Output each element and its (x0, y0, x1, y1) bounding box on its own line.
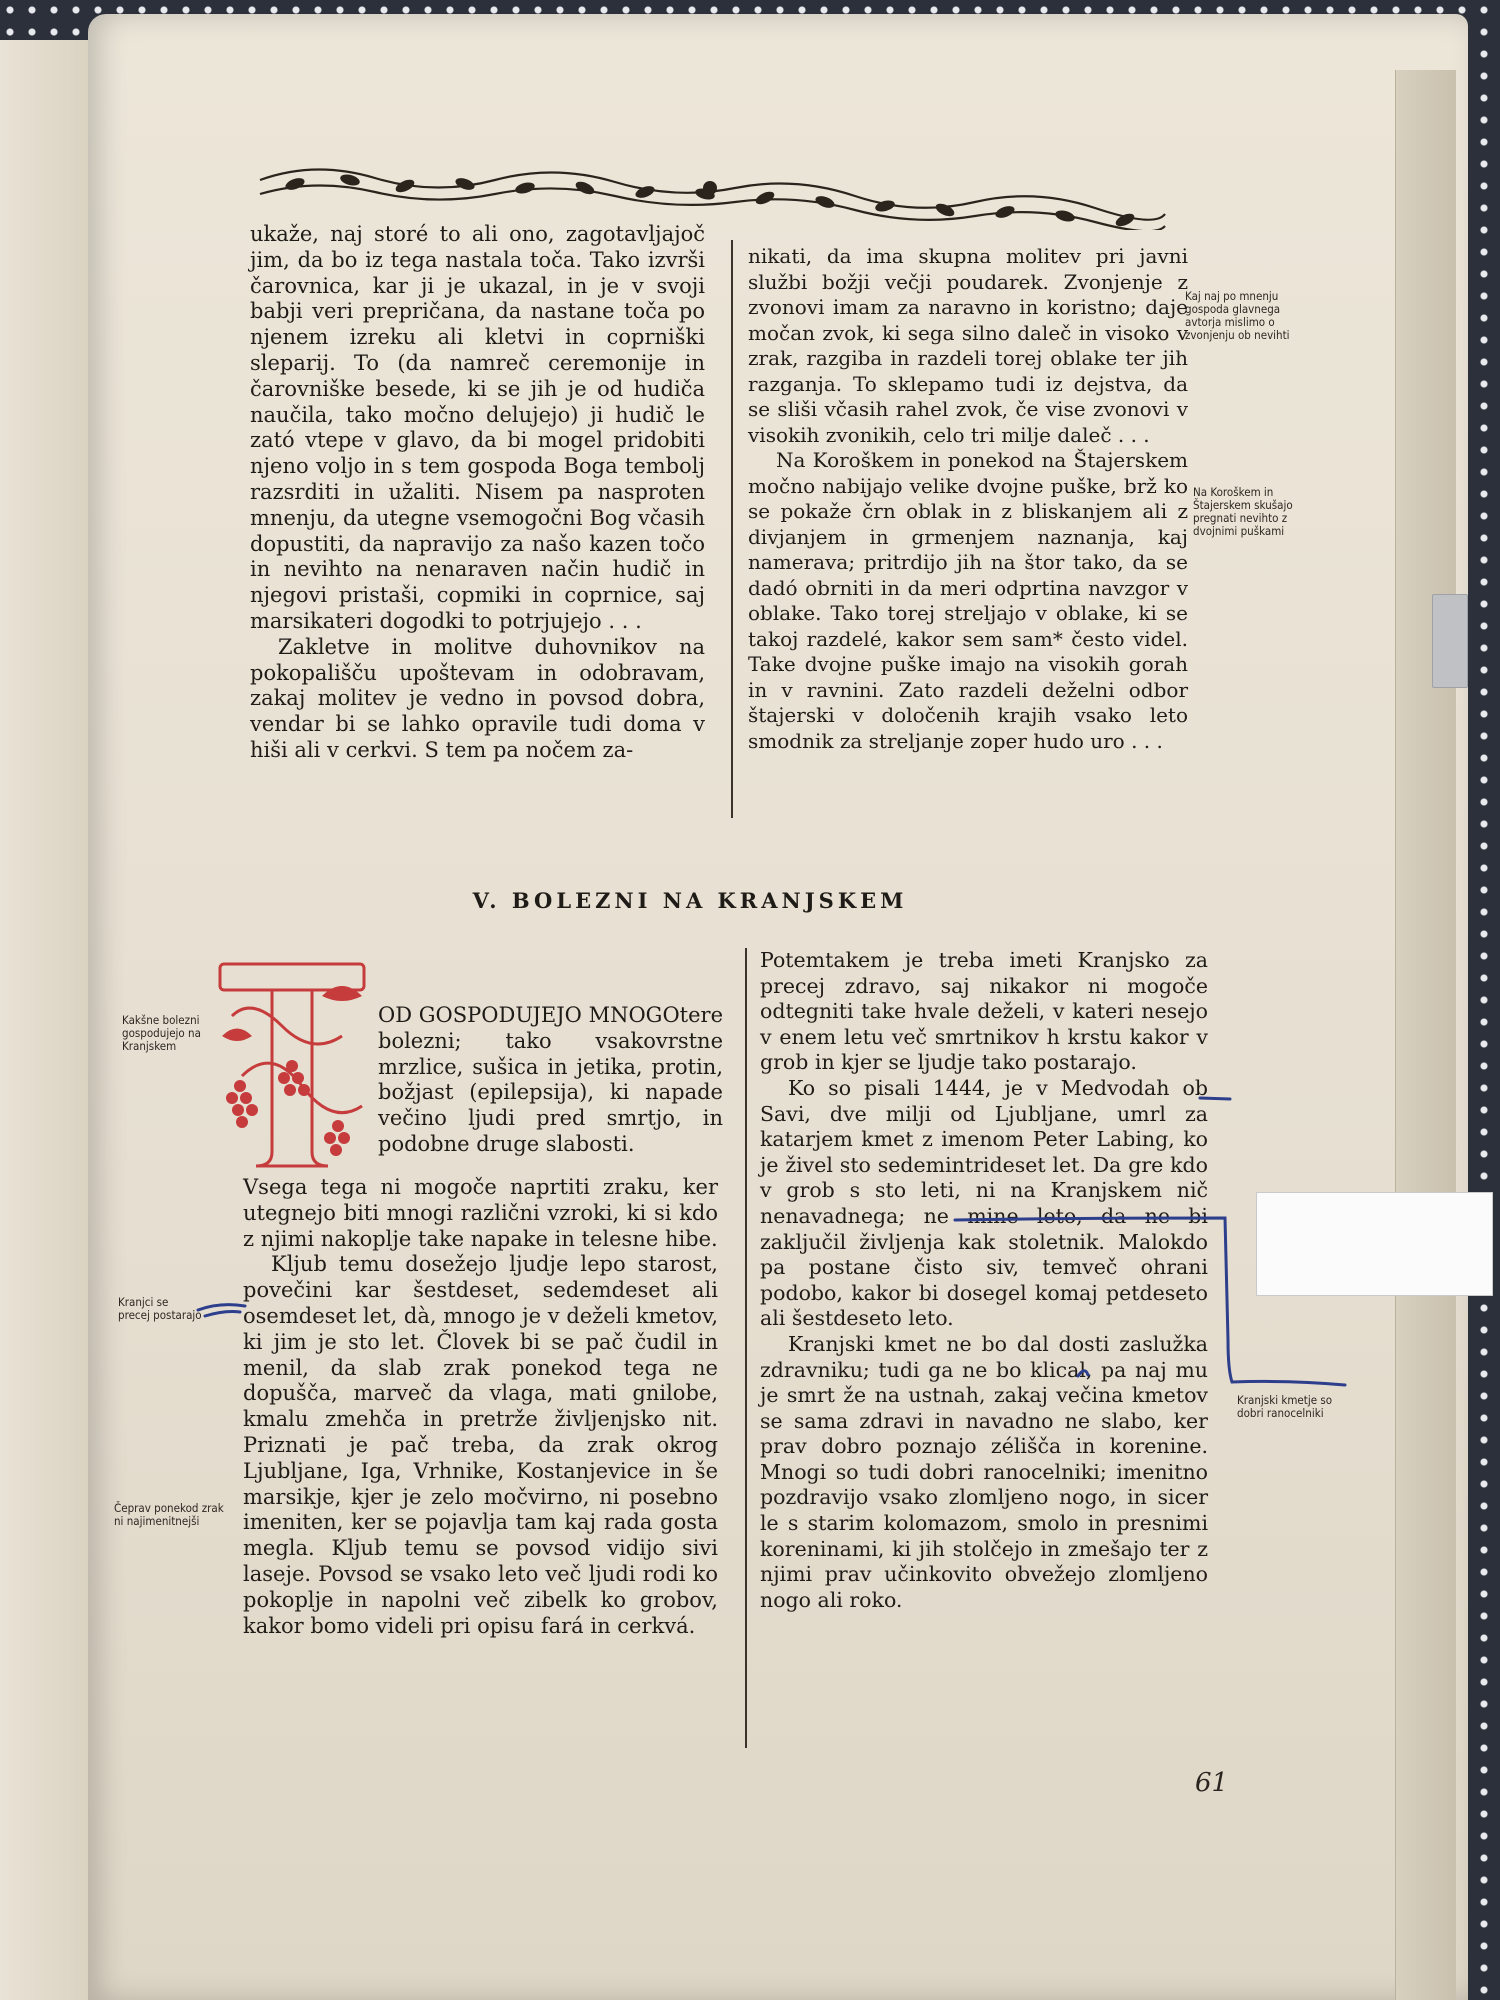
chapter-left-paragraph-1: Vsega tega ni mogoče naprtiti zraku, ker utegnejo biti mnogi različni vzroki, ki si kdo z njimi nakoplje take napake in telesne hibe. (243, 1175, 718, 1251)
top-right-paragraph-1: nikati, da ima skupna molitev pri javni službi božji večji poudarek. Zvonjenje z zvonovi imam za naravno in koristno; daje močan zvok, ki sega silno daleč in visoko v zrak, razgiba in razdeli torej oblake ter jih razganja. To sklepamo tudi iz dejstva, da se sliši včasih rahel zvok, če vise zvonovi v visokih zvonikih, celo tri milje daleč . . . (748, 244, 1188, 447)
chapter-right-paragraph-1: Potemtakem je treba imeti Kranjsko za precej zdravo, saj nikakor ni mogoče odtegniti take hvale deželi, v kateri nesejo v enem letu več smrtnikov h krstu kakor v grob in kjer se ljudje tako postarajo. (760, 948, 1208, 1075)
side-note-healers: Kranjski kmetje so dobri ranocelniki (1237, 1393, 1333, 1420)
white-paper-slip (1256, 1192, 1493, 1296)
side-note-bells: Kaj naj po mnenju gospoda glavnega avtorja mislimo o zvonjenju ob nevihti (1185, 289, 1290, 342)
chapter-right-paragraph-3: Kranjski kmet ne bo dal dosti zaslužka zdravniku; tudi ga ne bo klical, pa naj mu je smrt že na ustnah, zakaj večina kmetov se sama zdravi in navadno ne slabo, ker prav dobro poznajo zélišča in korenine. Mnogi so tudi dobri ranocelniki; imenitno pozdravijo vsako zlomljeno nogo, in sicer le s starim kolomazom, smolo in presnimi koreninami, ki jih stolčejo in zmešajo ter z njimi prav učinkovito obvežejo zlomljeno nogo ali roko. (760, 1331, 1208, 1612)
chapter-opening-text: OD GOSPODUJEJO MNOGOtere bolezni; tako vsakovrstne mrzlice, sušica in jetika, protin, božjast (epilepsija), ki napade večino ljudi pred smrtjo, in podobne druge slabosti. (378, 1003, 723, 1156)
chapter-left-column (243, 1175, 718, 1639)
page-number: 61 (1195, 1768, 1229, 1798)
page-stack-edge (1395, 70, 1456, 2000)
side-note-diseases: Kakšne bolezni gospodujejo na Kranjskem (122, 1013, 201, 1053)
chapter-opening-lines (378, 1003, 723, 1158)
side-note-old-age: Kranjci se precej postarajo (118, 1295, 202, 1322)
floral-ornament-band (255, 150, 1170, 230)
chapter-column-rule (745, 948, 747, 1748)
grey-tab-marker (1432, 594, 1468, 688)
dropcap-illustration (212, 956, 372, 1174)
chapter-left-paragraph-2: Kljub temu dosežejo ljudje lepo starost, povečini kar šestdeset, sedemdeset ali osemdeset let, dà, mnogo je v deželi kmetov, ki jim je sto let. Človek bi se pač čudil in menil, da slab zrak ponekod tega ne dopušča, marveč da vlaga, mati gnilobe, kmalu zmehča in pretrže življenjsko nit. Priznati je pač treba, da zrak okrog Ljubljane, Iga, Vrhnike, Kostanjevice in še marsikje, kjer je zelo močvirno, ni posebno imeniten, ker se pojavlja tam kaj rada gosta megla. Kljub temu se povsod vidijo sivi laseje. Povsod se vsako leto več ljudi rodi ko pokoplje in napolni več zibelk ko grobov, kakor bomo videli pri opisu fará in cerkvá. (243, 1252, 718, 1638)
top-left-paragraph-1: ukaže, naj storé to ali ono, zagotavljajoč jim, da bo iz tega nastala toča. Tako izvrši čarovnica, kar ji je ukazal, in je v svoji babji veri prepričana, da nastane toča po njenem izreku ali kletvi in coprniški sleparij. To (da namreč ceremonije in čarovniške besede, ki se jih je od hudiča naučila, tako močno delujejo) ji hudič le zató vtepe v glavo, da bi mogel pridobiti njeno voljo in s tem gospoda Boga tembolj razsrditi in užaliti. Nisem pa nasproten mnenju, da utegne vsemogočni Bog včasih dopustiti, da napravijo za našo kazen točo in nevihto na nenaraven način hudič in njegovi pristaši, copmiki in coprnice, saj marsikateri dogodki to potrjujejo . . . (250, 222, 705, 633)
top-column-rule (731, 240, 733, 818)
top-right-column (748, 244, 1188, 754)
top-left-paragraph-2: Zakletve in molitve duhovnikov na pokopališču upoštevam in odobravam, zakaj molitev je vedno in povsod dobra, vendar bi se lahko opravile tudi doma v hiši ali v cerkvi. S tem pa nočem za- (250, 634, 705, 762)
top-right-paragraph-2: Na Koroškem in ponekod na Štajerskem močno nabijajo velike dvojne puške, brž ko se pokaže črn oblak in z bliskanjem ali z divjanjem in grmenjem naznanja, kaj namerava; pritrdijo jih na štor tako, da se dadó obrniti in da meri odprtina navzgor v oblake. Tako torej streljajo v oblake, ki se takoj razdelé, kakor sem sam* često videl. Take dvojne puške imajo na visokih gorah in v ravnini. Zato razdeli deželni odbor štajerski v določenih krajih vsako leto smodnik za streljanje zoper hudo uro . . . (748, 448, 1188, 753)
side-note-guns: Na Koroškem in Štajerskem skušajo pregnati nevihto z dvojnimi puškami (1193, 485, 1293, 538)
chapter-title: V. BOLEZNI NA KRANJSKEM (472, 888, 908, 913)
side-note-air: Čeprav ponekod zrak ni najimenitnejši (114, 1501, 224, 1528)
left-page-edge (0, 40, 97, 2000)
top-left-column (250, 222, 705, 764)
chapter-right-paragraph-2: Ko so pisali 1444, je v Medvodah ob Savi, dve milji od Ljubljane, umrl za katarjem kmet z imenom Peter Labing, ko je živel sto sedemintrideset let. Da gre kdo v grob s sto leti, ni na Kranjskem nič nenavadnega; ne mine leto, da ne bi zaključil življenja kak stoletnik. Malokdo pa postane čisto siv, temveč ohrani podobo, kakor bi dosegel komaj petdeseto ali šestdeseto leto. (760, 1075, 1208, 1331)
chapter-right-column (760, 948, 1208, 1613)
